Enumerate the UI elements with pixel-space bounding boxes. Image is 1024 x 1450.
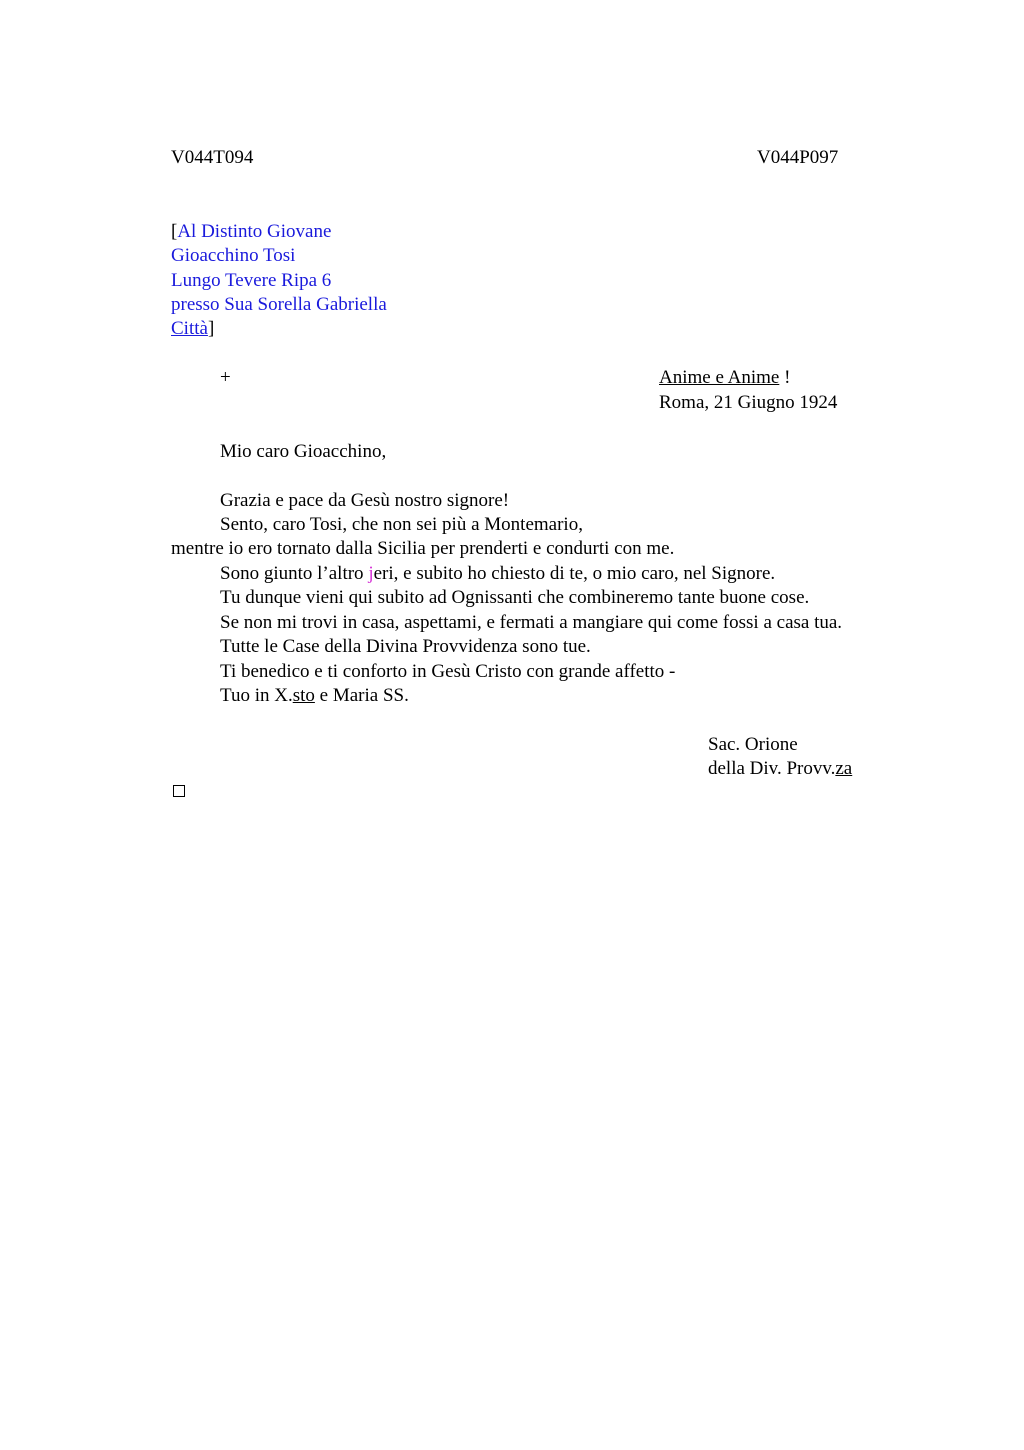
motto [659, 366, 790, 390]
body-line-7: Tutte le Case della Divina Provvidenza sono tue. [220, 636, 591, 657]
closing-abbrev: sto [292, 685, 315, 706]
body-line-2: Sento, caro Tosi, che non sei più a Montemario, [220, 514, 583, 535]
salutation: Mio caro Gioacchino, [220, 441, 387, 462]
document-code-left: V044T094 [171, 147, 254, 168]
body-line-3: mentre io ero tornato dalla Sicilia per prenderti e condurti con me. [171, 538, 675, 559]
signature-line-1: Sac. Orione [708, 734, 798, 755]
address-line-1 [171, 220, 331, 244]
address-recipient-title: Al Distinto Giovane [177, 221, 332, 242]
closing-suffix: e Maria SS. [314, 685, 409, 706]
motto-text: Anime e Anime [659, 367, 780, 388]
address-city: Città [171, 318, 208, 339]
address-line-3: Lungo Tevere Ripa 6 [171, 270, 332, 291]
close-bracket: ] [207, 318, 215, 339]
body-line-4-before: Sono giunto l’altro [220, 563, 369, 584]
closing-prefix: Tuo in X. [220, 685, 293, 706]
address-line-2: Gioacchino Tosi [171, 245, 296, 266]
body-line-6: Se non mi trovi in casa, aspettami, e fermati a mangiare qui come fossi a casa tua. [220, 612, 843, 633]
open-bracket: [ [171, 221, 178, 242]
closing-line [220, 684, 409, 708]
body-line-4-after: eri, e subito ho chiesto di te, o mio caro, nel Signore. [373, 563, 776, 584]
body-line-4 [220, 562, 775, 586]
cross-symbol: + [220, 367, 231, 388]
signature-abbrev: za [835, 758, 853, 779]
end-marker-box-icon [173, 785, 185, 797]
address-line-5 [171, 317, 214, 341]
motto-suffix: ! [779, 367, 791, 388]
signature-prefix: della Div. Provv. [708, 758, 836, 779]
address-line-4: presso Sua Sorella Gabriella [171, 294, 387, 315]
body-line-8: Ti benedico e ti conforto in Gesù Cristo con grande affetto - [220, 661, 676, 682]
signature-line-2 [708, 757, 852, 781]
date-line: Roma, 21 Giugno 1924 [659, 392, 838, 413]
body-line-1: Grazia e pace da Gesù nostro signore! [220, 490, 510, 511]
body-line-5: Tu dunque vieni qui subito ad Ognissanti che combineremo tante buone cose. [220, 587, 810, 608]
document-code-right: V044P097 [757, 147, 839, 168]
correction-mark: j [368, 563, 374, 584]
